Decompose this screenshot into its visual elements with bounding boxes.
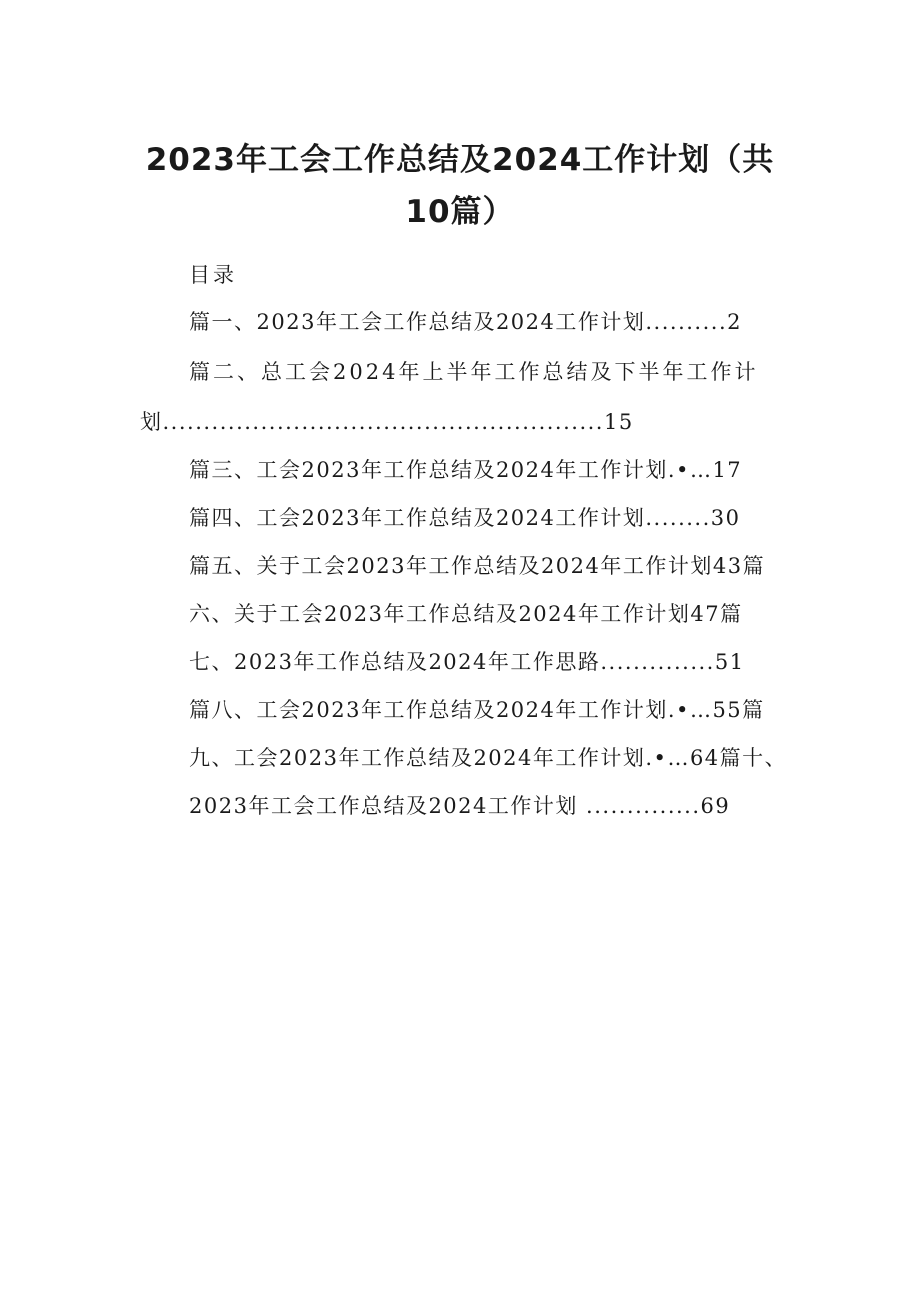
toc-line[interactable]: 划......................................................15 — [140, 410, 634, 434]
toc-line[interactable]: 篇三、工会2023年工作总结及2024年工作计划.•…17 — [189, 458, 743, 482]
document-title-line-2: 10篇） — [405, 194, 515, 230]
toc-line[interactable]: 六、关于工会2023年工作总结及2024年工作计划47篇 — [189, 602, 743, 626]
document-title-line-1: 2023年工会工作总结及2024工作计划（共 — [145, 142, 775, 178]
toc-line[interactable]: 2023年工会工作总结及2024工作计划 ..............69 — [189, 794, 731, 818]
toc-line[interactable]: 九、工会2023年工作总结及2024年工作计划.•…64篇十、 — [189, 746, 788, 770]
toc-line[interactable]: 篇四、工会2023年工作总结及2024工作计划........30 — [189, 506, 741, 530]
toc-heading: 目录 — [189, 263, 237, 287]
toc-line[interactable]: 篇二、总工会2024年上半年工作总结及下半年工作计 — [189, 360, 759, 384]
toc-line[interactable]: 篇五、关于工会2023年工作总结及2024年工作计划43篇 — [189, 554, 766, 578]
toc-line[interactable]: 篇八、工会2023年工作总结及2024年工作计划.•…55篇 — [189, 698, 765, 722]
toc-line[interactable]: 七、2023年工作总结及2024年工作思路..............51 — [189, 650, 745, 674]
toc-line[interactable]: 篇一、2023年工会工作总结及2024工作计划..........2 — [189, 310, 742, 334]
